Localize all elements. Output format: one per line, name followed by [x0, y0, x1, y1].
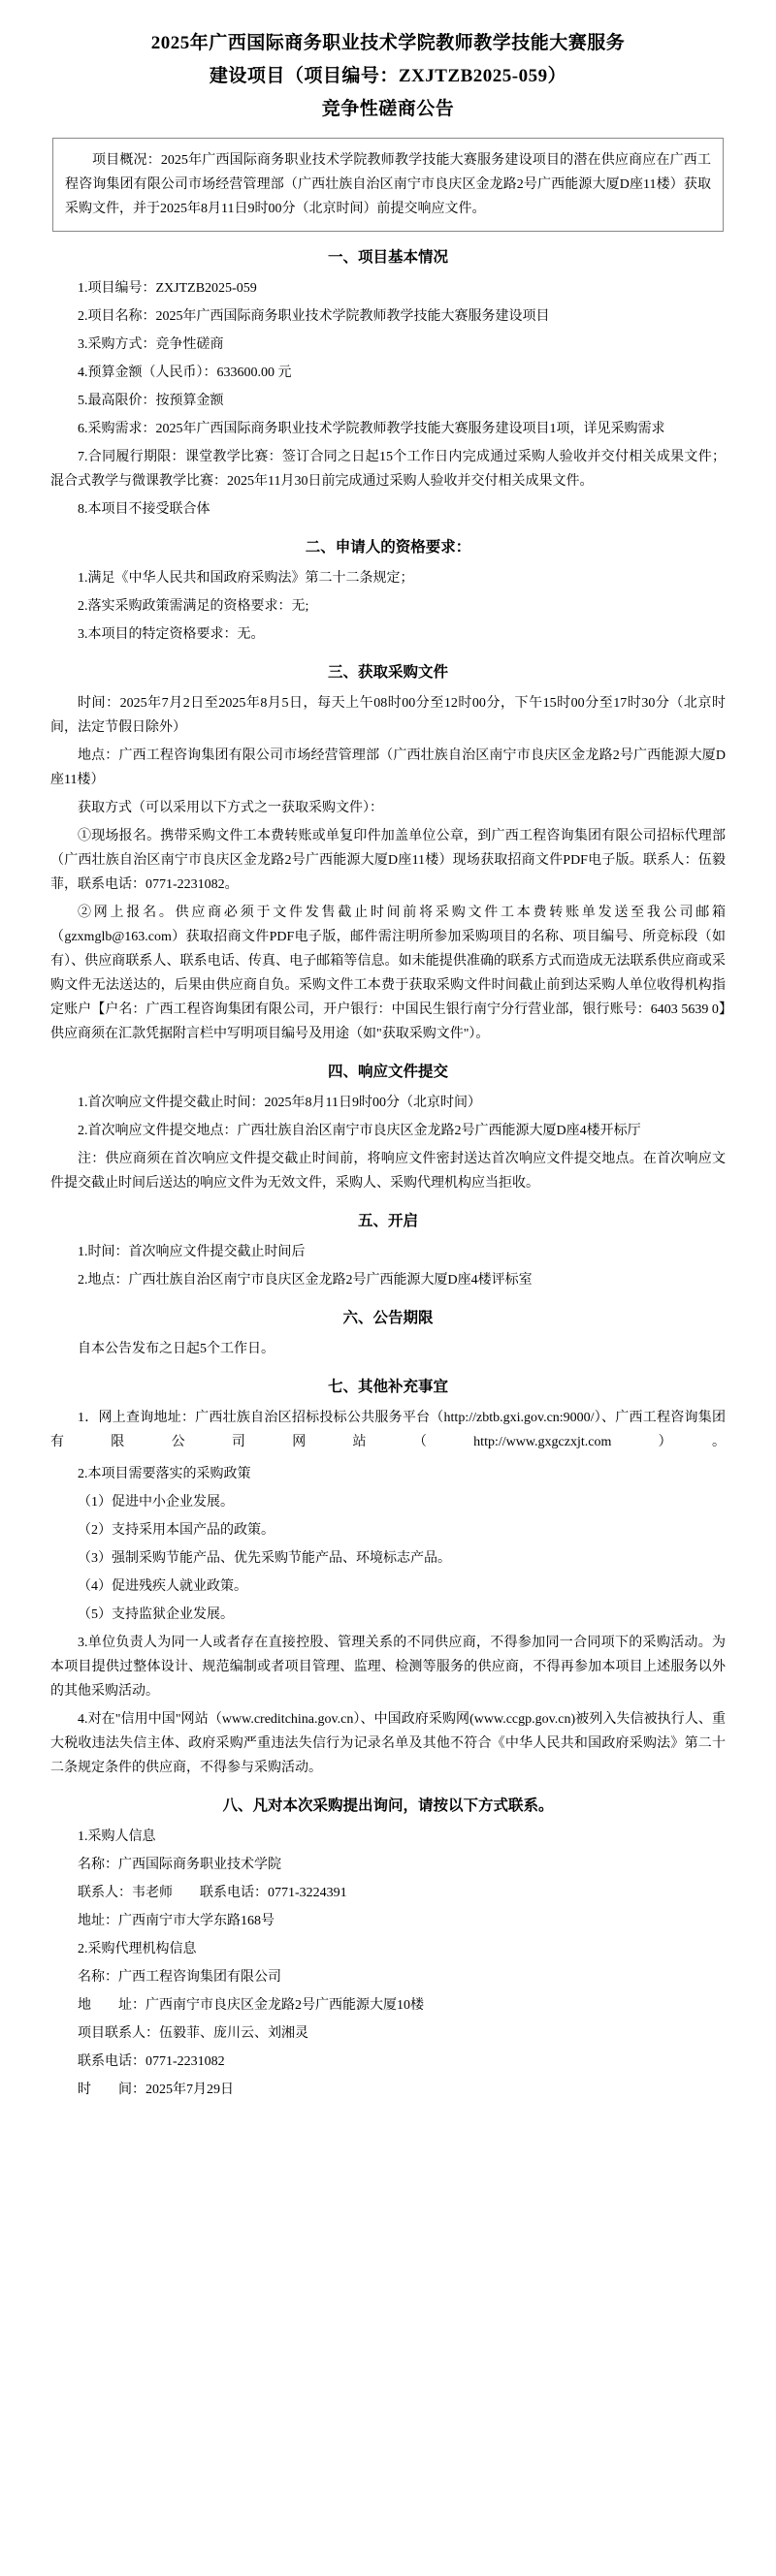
section-heading-3: 三、获取采购文件 — [327, 664, 448, 681]
section-8-item-5: 2.采购代理机构信息 — [78, 1942, 197, 1956]
section-8-item-9: 联系电话：0771-2231082 — [78, 2054, 225, 2069]
section-7-item-7: （5）支持监狱企业发展。 — [78, 1607, 234, 1622]
section-1-item-7: 7.合同履行期限：课堂教学比赛：签订合同之日起15个工作日内完成通过采购人验收并交付相关成果文件；混合式教学与微课教学比赛：2025年11月30日前完成通过采购人验收并交付相关成果文件。 — [50, 450, 726, 489]
section-5-item-1: 1.时间：首次响应文件提交截止时间后 — [78, 1245, 306, 1259]
section-heading-5: 五、开启 — [357, 1213, 418, 1229]
section-8-item-3: 联系人：韦老师 联系电话：0771-3224391 — [78, 1886, 347, 1900]
section-heading-7: 七、其他补充事宜 — [327, 1379, 448, 1395]
section-4-item-1: 1.首次响应文件提交截止时间：2025年8月11日9时00分（北京时间） — [78, 1096, 481, 1110]
section-2-item-2: 2.落实采购政策需满足的资格要求：无; — [78, 599, 309, 614]
section-6-item-1: 自本公告发布之日起5个工作日。 — [78, 1342, 275, 1356]
section-7-item-1: 1．网上查询地址：广西壮族自治区招标投标公共服务平台（http://zbtb.gxi.gov.cn:9000/）、广西工程咨询集团有限公司网站（http://www.gxgczxjt.com）。 — [50, 1411, 726, 1449]
section-3-item-5: ②网上报名。供应商必须于文件发售截止时间前将采购文件工本费转账单发送至我公司邮箱（gzxmglb@163.com）获取招商文件PDF电子版，邮件需注明所参加采购项目的名称、项目编号、所竞标段（如有）、供应商联系人、联系电话、传真、电子邮箱等信息。如未能提供准确的联系方式而造成无法联系供应商或采购文件无法送达的，后果由供应商自负。采购文件工本费于获取采购文件时间截止前到达采购人单位收得机构指定账户【户名：广西工程咨询集团有限公司，开户银行：中国民生银行南宁分行营业部，银行账号：6403 5639 0】供应商须在汇款凭据附言栏中写明项目编号及用途（如"获取采购文件"）。 — [50, 906, 726, 1041]
section-8-item-8: 项目联系人：伍毅菲、庞川云、刘湘灵 — [78, 2026, 308, 2041]
section-2-item-1: 1.满足《中华人民共和国政府采购法》第二十二条规定； — [78, 571, 414, 586]
section-8-item-2: 名称：广西国际商务职业技术学院 — [78, 1858, 281, 1872]
project-overview-text: 项目概况：2025年广西国际商务职业技术学院教师教学技能大赛服务建设项目的潜在供应商应在广西工程咨询集团有限公司市场经营管理部（广西壮族自治区南宁市良庆区金龙路2号广西能源大厦D座11楼）获取采购文件，并于2025年8月11日9时00分（北京时间）前提交响应文件。 — [65, 153, 711, 216]
section-1-item-5: 5.最高限价：按预算金额 — [78, 394, 224, 408]
title-line-1: 2025年广西国际商务职业技术学院教师教学技能大赛服务 — [150, 33, 626, 53]
section-7-item-6: （4）促进残疾人就业政策。 — [78, 1579, 247, 1594]
section-1-item-6: 6.采购需求：2025年广西国际商务职业技术学院教师教学技能大赛服务建设项目1项，详见采购需求 — [78, 422, 665, 436]
section-8-item-1: 1.采购人信息 — [78, 1829, 156, 1844]
section-7-item-9: 4.对在"信用中国"网站（www.creditchina.gov.cn）、中国政府采购网(www.ccgp.gov.cn)被列入失信被执行人、重大税收违法失信主体、政府采购严重违法失信行为记录名单及其他不符合《中华人民共和国政府采购法》第二十二条规定条件的供应商，不得参与采购活动。 — [50, 1712, 726, 1775]
page-title — [50, 27, 726, 126]
section-3-item-1: 时间：2025年7月2日至2025年8月5日，每天上午08时00分至12时00分，下午15时00分至17时30分（北京时间，法定节假日除外） — [50, 696, 726, 735]
section-4-item-3: 注：供应商须在首次响应文件提交截止时间前，将响应文件密封送达首次响应文件提交地点。在首次响应文件提交截止时间后送达的响应文件为无效文件，采购人、采购代理机构应当拒收。 — [50, 1152, 726, 1191]
section-4-item-2: 2.首次响应文件提交地点：广西壮族自治区南宁市良庆区金龙路2号广西能源大厦D座4楼开标厅 — [78, 1124, 641, 1138]
section-1-item-4: 4.预算金额（人民币）：633600.00 元 — [78, 366, 292, 380]
section-heading-8: 八、凡对本次采购提出询问，请按以下方式联系。 — [222, 1797, 554, 1814]
section-8-item-4: 地址：广西南宁市大学东路168号 — [78, 1914, 275, 1928]
section-1-item-8: 8.本项目不接受联合体 — [78, 502, 210, 517]
section-3-item-3: 获取方式（可以采用以下方式之一获取采购文件）： — [78, 801, 383, 815]
section-8-item-6: 名称：广西工程咨询集团有限公司 — [78, 1970, 281, 1985]
section-1-item-2: 2.项目名称：2025年广西国际商务职业技术学院教师教学技能大赛服务建设项目 — [78, 309, 550, 324]
section-3-item-2: 地点：广西工程咨询集团有限公司市场经营管理部（广西壮族自治区南宁市良庆区金龙路2号广西能源大厦D座11楼） — [50, 748, 726, 787]
section-7-item-2: 2.本项目需要落实的采购政策 — [78, 1467, 251, 1481]
section-heading-6: 六、公告期限 — [342, 1310, 434, 1326]
section-5-item-2: 2.地点：广西壮族自治区南宁市良庆区金龙路2号广西能源大厦D座4楼评标室 — [78, 1273, 533, 1288]
section-heading-1: 一、项目基本情况 — [327, 249, 448, 266]
title-line-2: 建设项目（项目编号：ZXJTZB2025-059） — [209, 66, 567, 86]
section-3-item-4: ①现场报名。携带采购文件工本费转账或单复印件加盖单位公章，到广西工程咨询集团有限公司招标代理部（广西壮族自治区南宁市良庆区金龙路2号广西能源大厦D座11楼）现场获取招商文件PDF电子版。联系人：伍毅菲，联系电话：0771-2231082。 — [50, 829, 726, 892]
section-2-item-3: 3.本项目的特定资格要求：无。 — [78, 627, 265, 642]
section-heading-4: 四、响应文件提交 — [327, 1064, 448, 1080]
title-line-3: 竞争性磋商公告 — [321, 99, 455, 119]
section-8-item-7: 地 址：广西南宁市良庆区金龙路2号广西能源大厦10楼 — [78, 1998, 424, 2013]
section-7-item-5: （3）强制采购节能产品、优先采购节能产品、环境标志产品。 — [78, 1551, 451, 1566]
project-overview-box — [52, 138, 724, 232]
section-7-item-3: （1）促进中小企业发展。 — [78, 1495, 234, 1510]
section-7-item-4: （2）支持采用本国产品的政策。 — [78, 1523, 275, 1538]
section-heading-2: 二、申请人的资格要求： — [305, 539, 471, 556]
section-8-item-10: 时 间：2025年7月29日 — [78, 2083, 234, 2097]
section-7-item-8: 3.单位负责人为同一人或者存在直接控股、管理关系的不同供应商，不得参加同一合同项下的采购活动。为本项目提供过整体设计、规范编制或者项目管理、监理、检测等服务的供应商，不得再参加本项目上述服务以外的其他采购活动。 — [50, 1636, 726, 1699]
section-1-item-3: 3.采购方式：竞争性磋商 — [78, 337, 224, 352]
section-1-item-1: 1.项目编号：ZXJTZB2025-059 — [78, 281, 257, 296]
